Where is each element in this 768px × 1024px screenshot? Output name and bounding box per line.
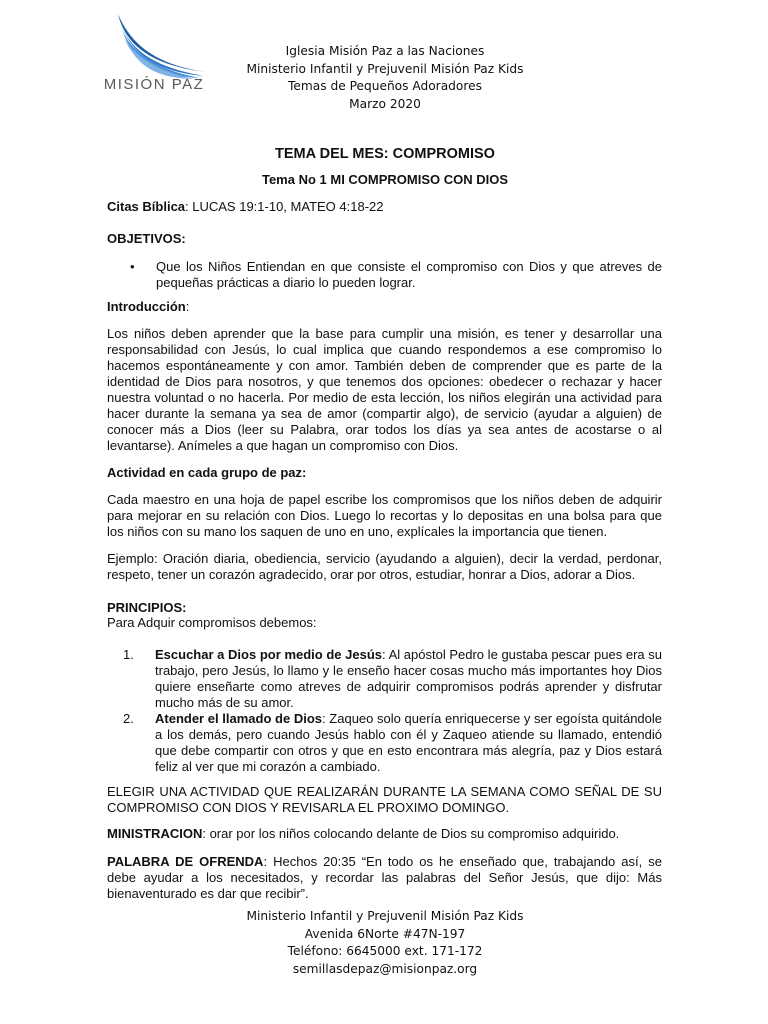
footer-phone: Teléfono: 6645000 ext. 171-172 [287,944,483,958]
ofrenda-text: : Hechos 20:35 “En todo os he enseñado que, trabajando así, se debe ayudar a los necesitados, y recordar las palabras del Señor Jesús, que dijo: Más bienaventurado es dar que recibir”. [107,854,662,901]
citas-label: Citas Bíblica [107,199,186,214]
principios-heading: PRINCIPIOS: [107,600,187,615]
objetivos-item: Que los Niños Entiendan en que consiste el compromiso con Dios y que atreves de pequeñas prácticas a diario lo pueden lograr. [156,259,662,290]
footer-address: Avenida 6Norte #47N-197 [304,926,466,941]
intro-heading: Introducción [107,299,186,314]
list-item-bold: Atender el llamado de Dios [155,711,323,726]
document-header [190,43,580,113]
list-number: 2. [123,711,134,726]
list-item-text: : Zaqueo solo quería enriquecerse y ser egoísta quitándole a los demás, pero cuando Jesús hablo con él y Zaqueo atiende su llamado, entendió que debe compartir con otros y que en esto encontrara más alegría, paz y Dios estará feliz al ver que mi corazón a cambiado. [155,711,662,774]
header-topics: Temas de Pequeños Adoradores [288,79,482,93]
actividad-heading: Actividad en cada grupo de paz: [107,465,307,480]
intro-colon: : [185,299,190,314]
header-ministry: Ministerio Infantil y Prejuvenil Misión Paz Kids [246,61,524,76]
ministracion-label: MINISTRACION [107,826,203,841]
ofrenda-paragraph [107,854,662,902]
citas-text: : LUCAS 19:1-10, MATEO 4:18-22 [185,199,384,214]
list-item [123,711,662,775]
elegir-paragraph: ELEGIR UNA ACTIVIDAD QUE REALIZARÁN DURANTE LA SEMANA COMO SEÑAL DE SU COMPROMISO CON DIOS Y REVISARLA EL PROXIMO DOMINGO. [107,784,662,815]
ministracion-text: : orar por los niños colocando delante de Dios su compromiso adquirido. [202,826,620,841]
objetivos-heading: OBJETIVOS: [107,231,186,246]
citas-line [107,199,662,215]
document-footer [190,908,580,978]
intro-paragraph: Los niños deben aprender que la base para cumplir una misión, es tener y desarrollar una responsabilidad con Jesús, lo cual implica que cuando respondemos a ese compromiso lo hacemos espontáneamente y con amor. También deben de comprender que es parte de la identidad de Dios para nosotros, y que tenemos dos opciones: obedecer o rechazar y hacer nuestra voluntad o no hacerla. Por medio de esta lección, los niños elegirán una actividad para hacer durante la semana ya sea de amor (compartir algo), de servicio (ayudar a alguien) de conocer más a Dios (leer su Palabra, orar todos los días ya sea antes de acostarse o al levantarse). Anímeles a que hagan un compromiso con Dios. [107,326,662,453]
page-subtitle: Tema No 1 MI COMPROMISO CON DIOS [261,172,509,187]
header-date: Marzo 2020 [349,96,421,111]
intro-heading-line [107,299,662,315]
actividad-paragraph: Cada maestro en una hoja de papel escribe los compromisos que los niños deben de adquirir para mejorar en su relación con Dios. Luego lo recortas y lo depositas en una bolsa para que los niños con su mano los saquen de uno en uno, explícales la importancia que tienen. [107,492,662,539]
logo-wordmark: MISIÓN PAZ [103,76,205,93]
list-item-text: : Al apóstol Pedro le gustaba pescar pues era su trabajo, pero Jesús, lo llamo y le enseño hacer cosas mucho más importantes hoy Dios quiere enseñarte como atreves de adquirir compromisos podrás aprender y disfrutar mucho más de su amor. [155,647,662,710]
principios-list [123,647,662,775]
footer-email: semillasdepaz@misionpaz.org [292,961,478,976]
ofrenda-label: PALABRA DE OFRENDA [107,854,264,869]
footer-ministry: Ministerio Infantil y Prejuvenil Misión Paz Kids [246,909,524,923]
ministracion-line [107,826,662,842]
list-item [123,647,662,711]
list-item-bold: Escuchar a Dios por medio de Jesús [155,647,383,662]
objetivos-bullet: • [130,259,135,274]
principios-intro: Para Adquir compromisos debemos: [107,615,317,630]
header-church: Iglesia Misión Paz a las Naciones [285,44,485,58]
actividad-ejemplo: Ejemplo: Oración diaria, obediencia, servicio (ayudando a alguien), decir la verdad, perdonar, respeto, tener un corazón agradecido, orar por otros, estudiar, honrar a Dios, adorar a Dios. [107,551,662,582]
list-number: 1. [123,647,134,662]
page-title: TEMA DEL MES: COMPROMISO [275,146,495,162]
